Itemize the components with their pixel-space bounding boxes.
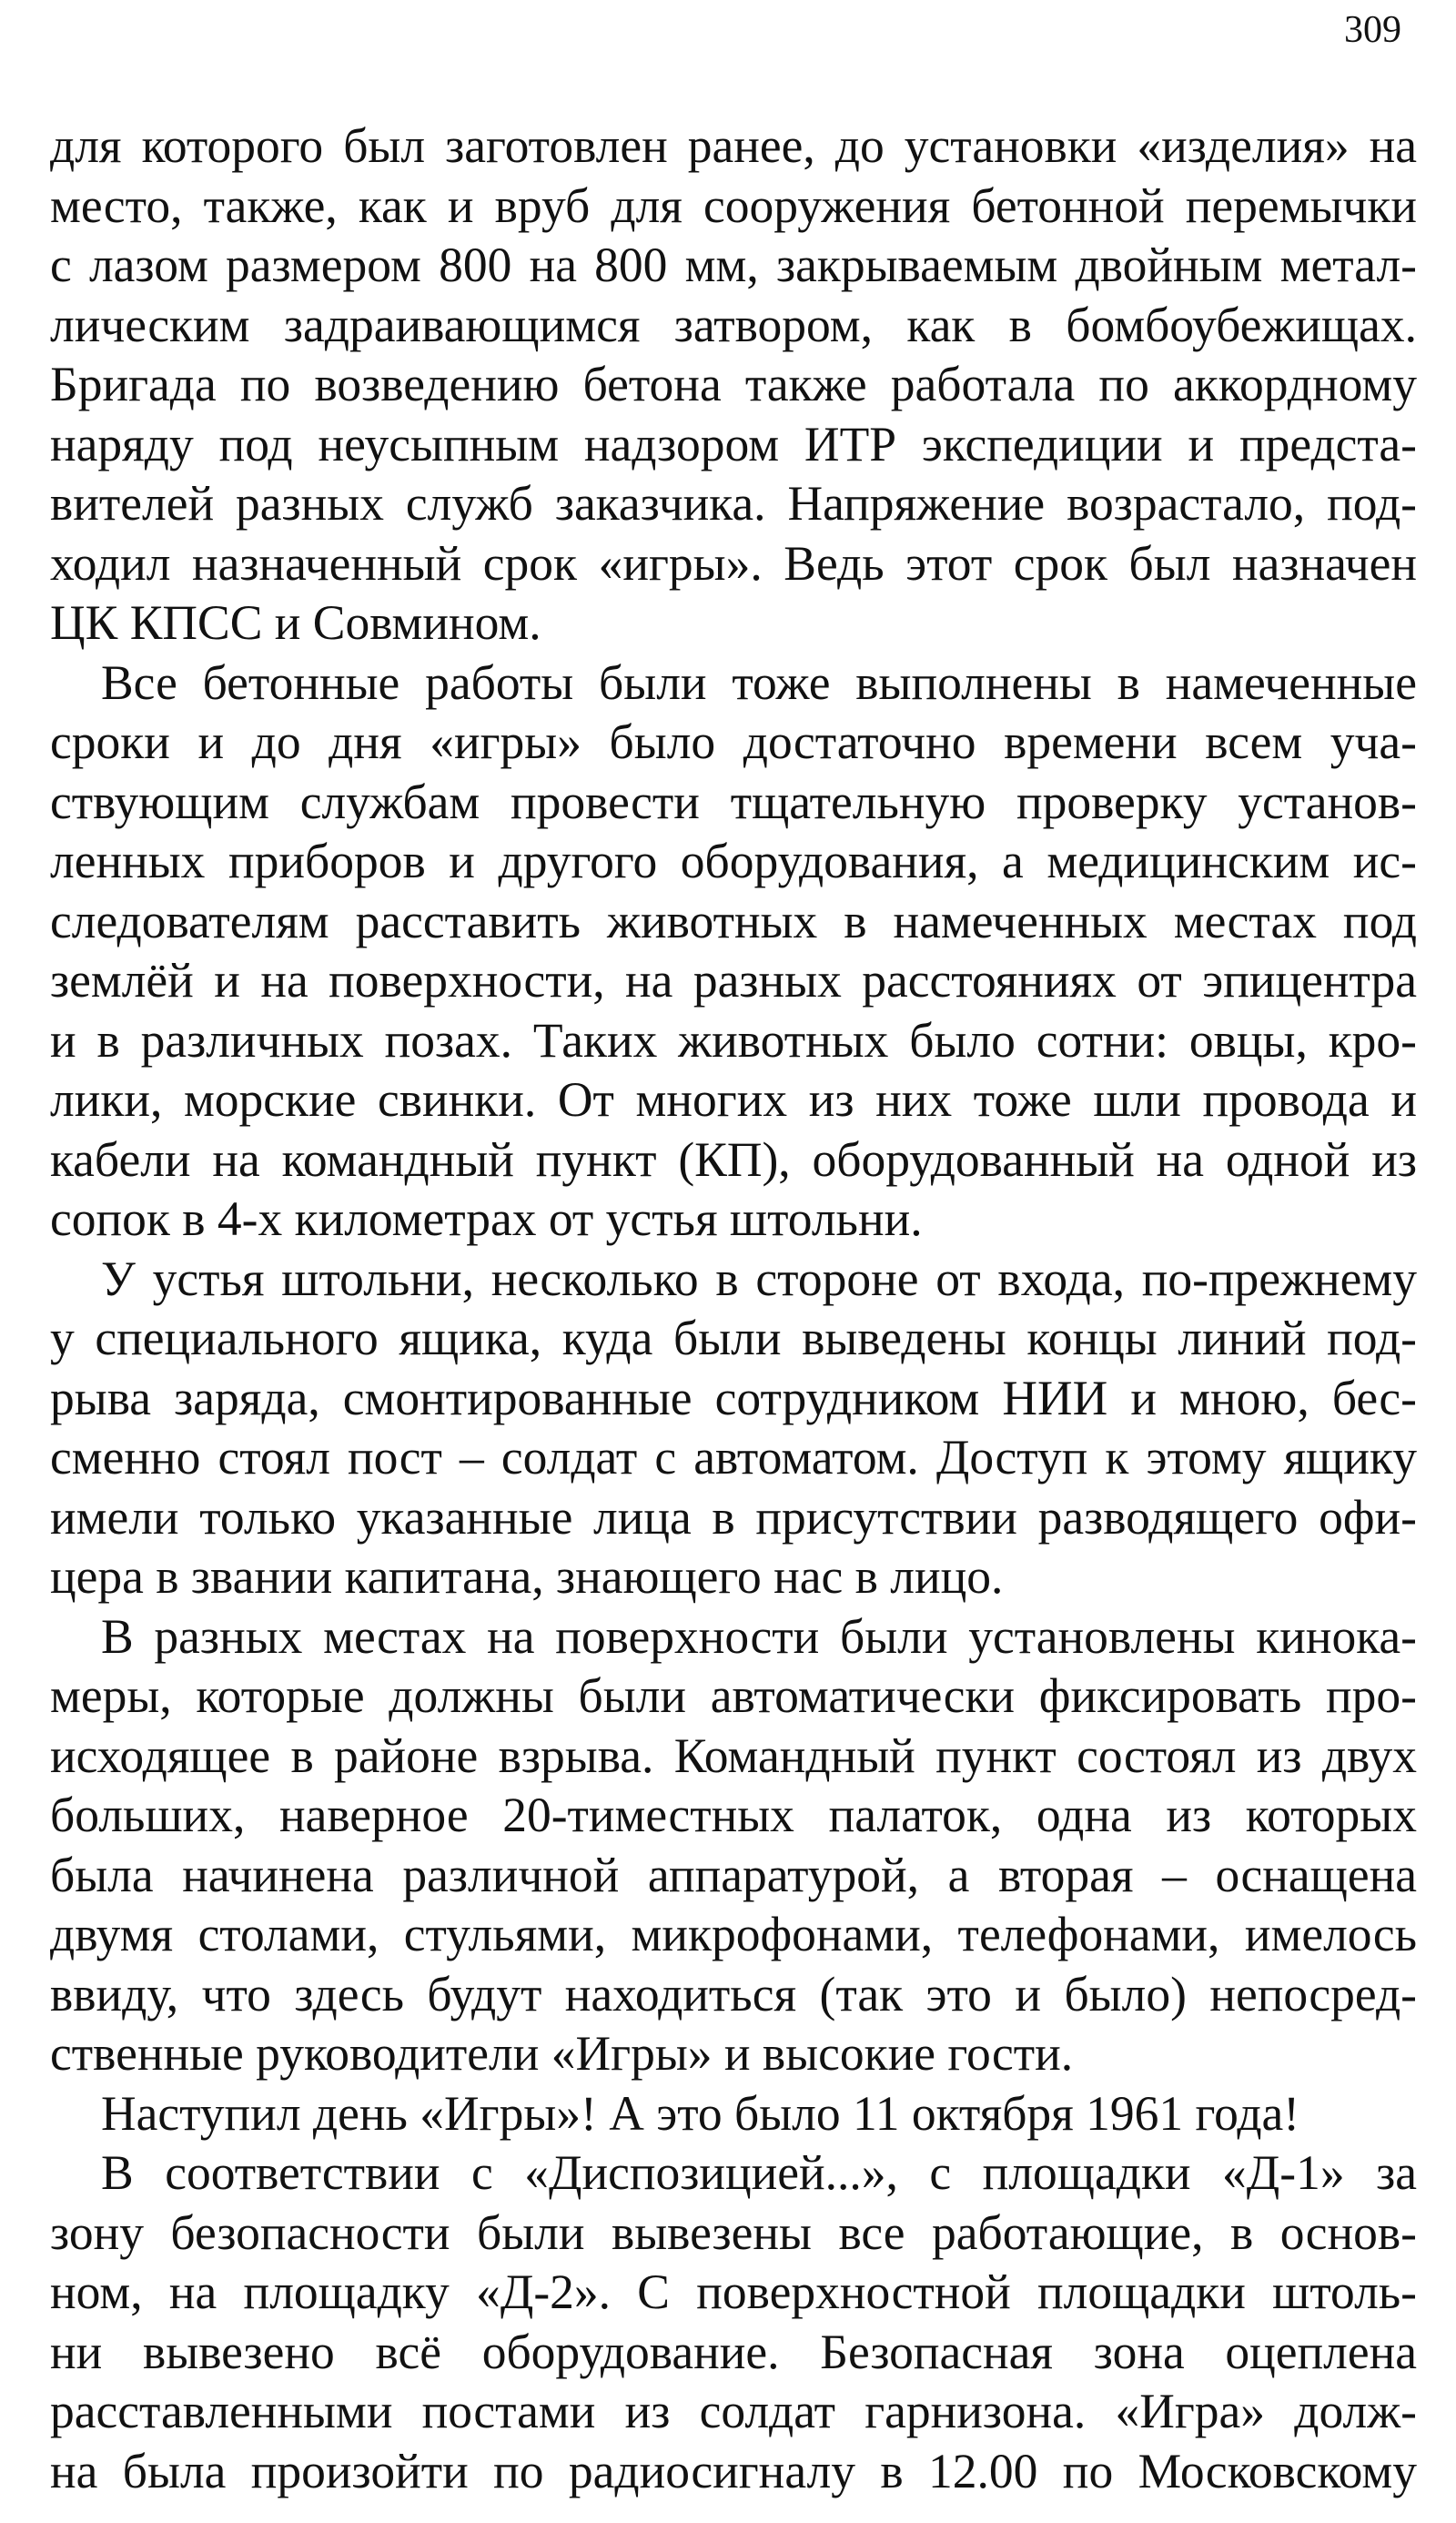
text-line: двумя столами, стульями, микрофонами, телефонами, имелось [50,1907,1417,1961]
text-line: сопок в 4-х километрах от устья штольни. [50,1191,923,1246]
body-text [50,117,1417,2501]
paragraph [50,1250,1417,1607]
text-line: кабели на командный пункт (КП), оборудованный на одной из [50,1131,1417,1187]
text-line: исходящее в районе взрыва. Командный пункт состоял из двух [50,1728,1417,1783]
text-line: В разных местах на поверхности были установлены кинока- [101,1608,1417,1664]
text-line: сменно стоял пост – солдат с автоматом. Доступ к этому ящику [50,1430,1417,1484]
paragraph [50,117,1417,654]
text-line: ЦК КПСС и Совмином. [50,595,541,650]
text-line: вителей разных служб заказчика. Напряжение возрастало, под- [50,476,1417,531]
text-line: расставленными постами из солдат гарнизона. «Игра» долж- [50,2384,1417,2438]
paragraph [50,654,1417,1250]
text-line: Наступил день «Игры»! А это было 11 октября 1961 года! [101,2085,1300,2141]
text-line: ственные руководители «Игры» и высокие гости. [50,2026,1074,2081]
text-line: имели только указанные лица в присутствии разводящего офи- [50,1489,1417,1545]
paragraph [50,2143,1417,2501]
text-line: наряду под неусыпным надзором ИТР экспедиции и предста- [50,416,1417,471]
text-line: У устья штольни, несколько в стороне от входа, по-прежнему [101,1251,1417,1306]
paragraph [50,2084,1417,2144]
text-line: и в различных позах. Таких животных было сотни: овцы, кро- [50,1012,1417,1068]
page-number: 309 [1344,9,1401,51]
text-line: следователям расставить животных в намеченных местах под [50,893,1417,948]
text-line: место, также, как и вруб для сооружения бетонной перемычки [50,177,1417,233]
text-line: больших, наверное 20-тиместных палаток, одна из которых [50,1788,1417,1842]
text-line: меры, которые должны были автоматически фиксировать про- [50,1668,1417,1723]
text-line: с лазом размером 800 на 800 мм, закрываемым двойным метал- [50,238,1417,292]
text-line: зону безопасности были вывезены все работающие, в основ- [50,2204,1417,2260]
text-line: ни вывезено всё оборудование. Безопасная зона оцеплена [50,2324,1417,2379]
text-line: лическим задраивающимся затвором, как в бомбоубежищах. [50,297,1417,352]
paragraph [50,1607,1417,2084]
text-line: ввиду, что здесь будут находиться (так это и было) непосред- [50,1966,1417,2021]
text-line: ходил назначенный срок «игры». Ведь этот срок был назначен [50,535,1417,591]
text-line: ном, на площадку «Д-2». С поверхностной площадки штоль- [50,2265,1417,2319]
text-line: на была произойти по радиосигналу в 12.00 по Московскому [50,2443,1417,2498]
text-line: Бригада по возведению бетона также работала по аккордному [50,357,1417,411]
text-line: цера в звании капитана, знающего нас в лицо. [50,1549,1004,1604]
text-line: у специального ящика, куда были выведены концы линий под- [50,1311,1417,1365]
text-line: Все бетонные работы были тоже выполнены в намеченные [101,654,1417,710]
text-line: землёй и на поверхности, на разных расстояниях от эпицентра [50,953,1417,1008]
text-line: сроки и до дня «игры» было достаточно времени всем уча- [50,714,1417,769]
text-line: ленных приборов и другого оборудования, а медицинским ис- [50,834,1417,888]
text-line: рыва заряда, смонтированные сотрудником НИИ и мною, бес- [50,1370,1417,1425]
text-line: для которого был заготовлен ранее, до установки «изделия» на [50,118,1417,173]
text-line: была начинена различной аппаратурой, а вторая – оснащена [50,1847,1417,1902]
text-line: В соответствии с «Диспозицией...», с площадки «Д-1» за [101,2145,1417,2200]
text-line: лики, морские свинки. От многих из них тоже шли провода и [50,1072,1417,1127]
text-line: ствующим службам провести тщательную проверку установ- [50,774,1417,829]
